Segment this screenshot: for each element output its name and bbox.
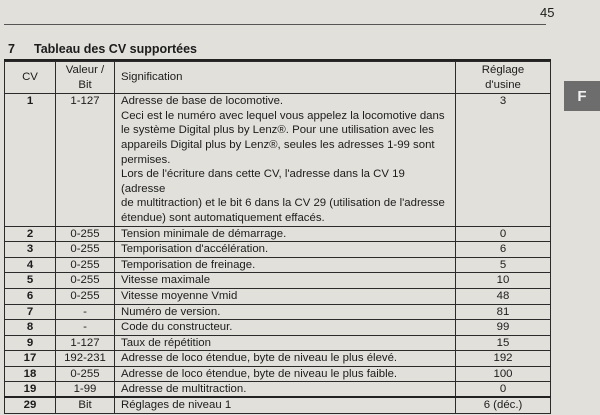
cell-default: 6: [456, 242, 551, 258]
cell-meaning: [115, 257, 456, 273]
cell-default: 99: [456, 320, 551, 336]
cell-default: 0: [456, 226, 551, 242]
meaning-line: étendue) sont automatiquement effacés.: [121, 211, 325, 224]
cell-meaning: [115, 320, 456, 336]
table-row: [5, 242, 551, 258]
cell-meaning: [115, 351, 456, 367]
cell-cv: 19: [5, 382, 56, 398]
cell-value: -: [56, 304, 115, 320]
cell-value: 0-255: [56, 366, 115, 382]
table-row: [5, 366, 551, 382]
meaning-line: Tension minimale de démarrage.: [121, 227, 287, 240]
cell-default: 100: [456, 366, 551, 382]
table-row: [5, 398, 551, 414]
table-header-row: [5, 62, 551, 94]
cell-default: 48: [456, 288, 551, 304]
cell-cv: 6: [5, 288, 56, 304]
table-row: [5, 335, 551, 351]
table-bottom-rule: [4, 396, 551, 398]
cell-default: 192: [456, 351, 551, 367]
meaning-line: Adresse de loco étendue, byte de niveau le plus élevé.: [121, 352, 398, 365]
meaning-line: Ceci est le numéro avec lequel vous appelez la locomotive dans: [121, 109, 445, 122]
cell-meaning: [115, 242, 456, 258]
cell-meaning: [115, 335, 456, 351]
table-row: [5, 94, 551, 226]
section-title: [8, 42, 197, 56]
meaning-line: Taux de répétition: [121, 336, 211, 349]
cell-cv: 7: [5, 304, 56, 320]
cell-meaning: [115, 226, 456, 242]
meaning-line: de multitraction) et le bit 6 dans la CV 29 (utilisation de l'adresse: [121, 197, 445, 210]
cell-value: 1-127: [56, 94, 115, 226]
cell-cv: 8: [5, 320, 56, 336]
cell-cv: 18: [5, 366, 56, 382]
language-tab: F: [564, 81, 600, 111]
cv-table: [4, 61, 551, 414]
meaning-line: Code du constructeur.: [121, 321, 233, 334]
header-rule: [4, 24, 546, 25]
header-value-line1: Valeur /: [65, 64, 105, 76]
table-row: [5, 257, 551, 273]
cell-meaning: [115, 398, 456, 414]
meaning-line: Vitesse maximale: [121, 274, 211, 287]
cell-default: 6 (déc.): [456, 398, 551, 414]
cell-default: 5: [456, 257, 551, 273]
table-row: [5, 226, 551, 242]
cell-value: 0-255: [56, 273, 115, 289]
cell-value: 0-255: [56, 242, 115, 258]
cell-meaning: [115, 273, 456, 289]
meaning-line: le système Digital plus by Lenz®. Pour une utilisation avec les: [121, 124, 434, 137]
cell-meaning: [115, 288, 456, 304]
meaning-line: Vitesse moyenne Vmid: [121, 289, 238, 302]
cell-value: 0-255: [56, 226, 115, 242]
meaning-line: Adresse de multitraction.: [121, 383, 247, 396]
cell-default: 10: [456, 273, 551, 289]
section-title-text: Tableau des CV supportées: [34, 42, 198, 56]
table-row: [5, 273, 551, 289]
cell-meaning: [115, 94, 456, 226]
header-default: [456, 62, 551, 94]
meaning-line: Adresse de loco étendue, byte de niveau le plus faible.: [121, 367, 398, 380]
cell-default: 81: [456, 304, 551, 320]
header-meaning: Signification: [115, 62, 456, 94]
cell-value: 1-99: [56, 382, 115, 398]
meaning-line: permises.: [121, 153, 171, 166]
cell-default: 15: [456, 335, 551, 351]
header-value-line2: Bit: [78, 78, 92, 91]
meaning-line: Adresse de base de locomotive.: [121, 95, 284, 108]
cell-value: 0-255: [56, 257, 115, 273]
meaning-line: Temporisation d'accélération.: [121, 243, 269, 256]
header-cv: CV: [5, 62, 56, 94]
cell-meaning: [115, 304, 456, 320]
cell-cv: 4: [5, 257, 56, 273]
table-body: [5, 94, 551, 413]
header-value: [56, 62, 115, 94]
cell-value: 1-127: [56, 335, 115, 351]
table-row: [5, 304, 551, 320]
cell-default: 3: [456, 94, 551, 226]
cell-meaning: [115, 366, 456, 382]
meaning-line: Temporisation de freinage.: [121, 258, 256, 271]
header-default-line2: d'usine: [485, 78, 521, 91]
header-default-line1: Réglage: [481, 64, 525, 76]
cell-value: 192-231: [56, 351, 115, 367]
section-number: 7: [8, 42, 15, 56]
table-row: [5, 320, 551, 336]
table-row: [5, 351, 551, 367]
meaning-line: Lors de l'écriture dans cette CV, l'adresse dans la CV 19 (adresse: [121, 168, 405, 195]
cell-default: 0: [456, 382, 551, 398]
cell-value: Bit: [56, 398, 115, 414]
meaning-line: appareils Digital plus by Lenz®, seules les adresses 1-99 sont: [121, 138, 435, 151]
cell-cv: 17: [5, 351, 56, 367]
cell-value: 0-255: [56, 288, 115, 304]
cell-cv: 9: [5, 335, 56, 351]
cell-cv: 5: [5, 273, 56, 289]
cell-cv: 29: [5, 398, 56, 414]
meaning-line: Réglages de niveau 1: [121, 399, 232, 412]
cell-cv: 2: [5, 226, 56, 242]
cell-cv: 3: [5, 242, 56, 258]
page-number: 45: [540, 5, 555, 20]
meaning-line: Numéro de version.: [121, 305, 221, 318]
cell-cv: 1: [5, 94, 56, 226]
table-row: [5, 288, 551, 304]
cell-value: -: [56, 320, 115, 336]
